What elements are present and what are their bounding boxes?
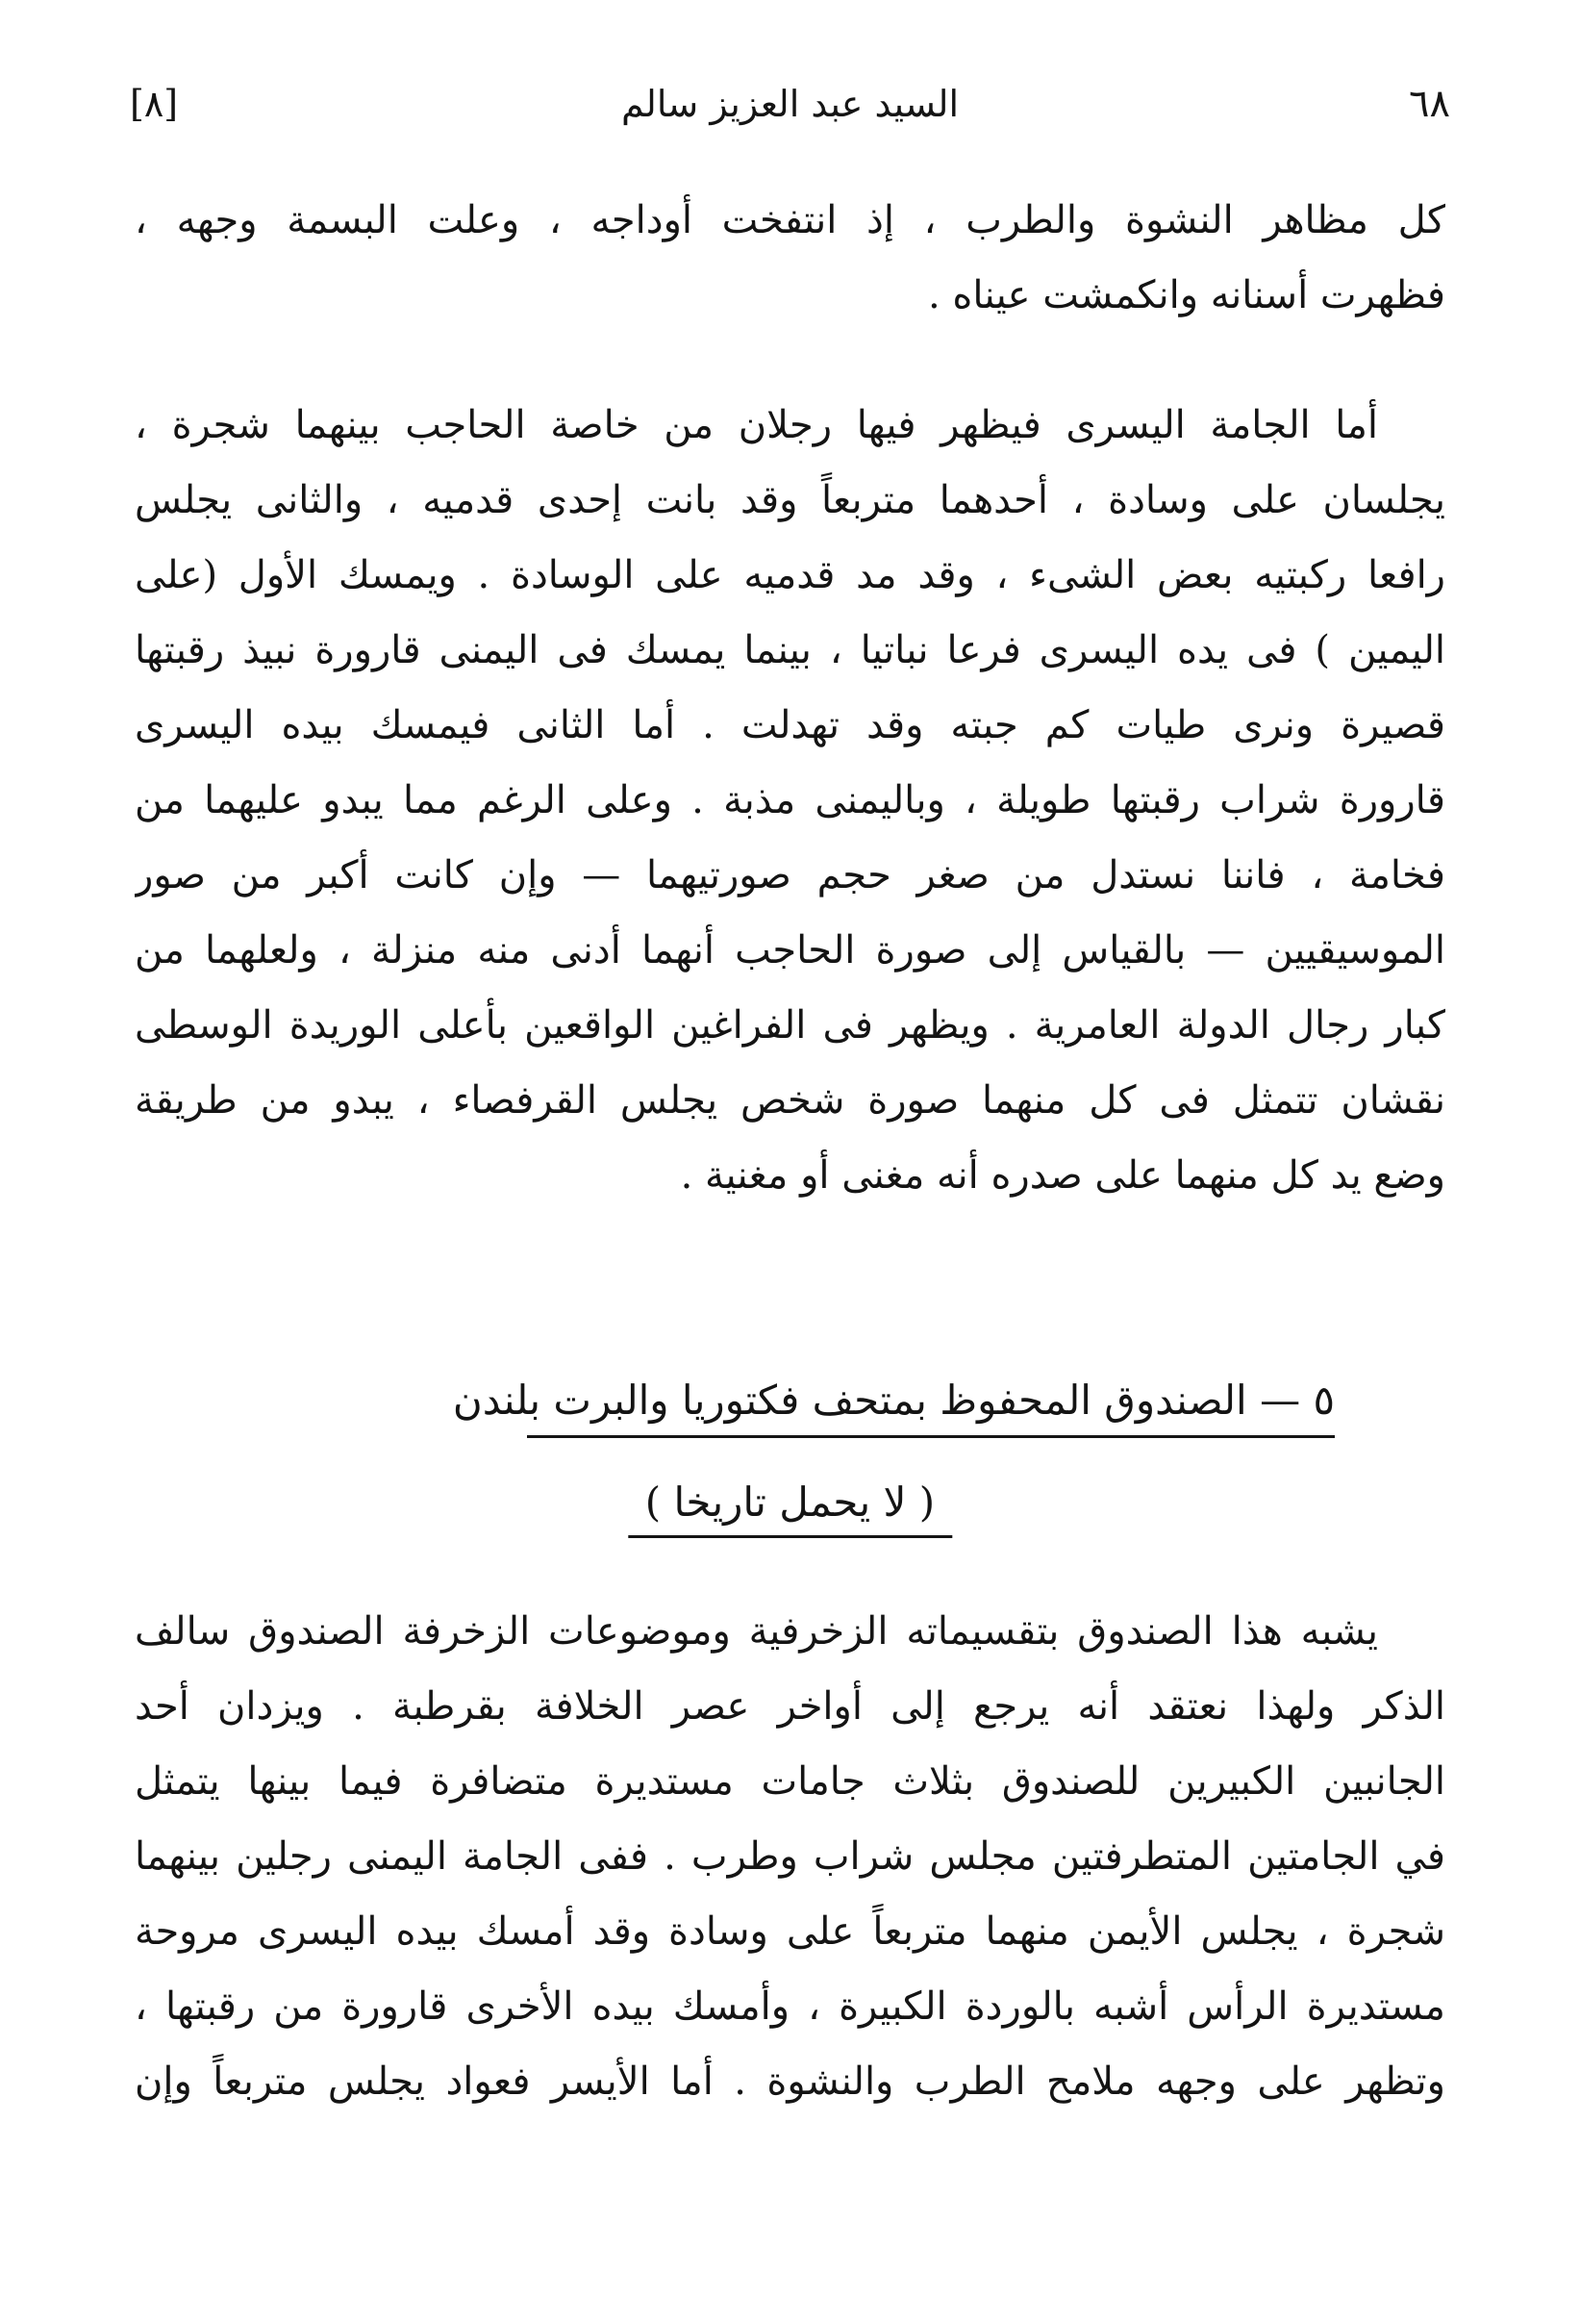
text-line: الموسيقيين — بالقياس إلى صورة الحاجب أنهما أدنى منه منزلة ، ولعلهما من — [135, 928, 1445, 973]
text-line: نقشان تتمثل فى كل منهما صورة شخص يجلس القرفصاء ، يبدو من طريقة — [135, 1078, 1445, 1123]
text-line: وضع يد كل منهما على صدره أنه مغنى أو مغنية . — [680, 1153, 1445, 1198]
page-header — [130, 75, 1450, 133]
text-line: فظهرت أسنانه وانكمشت عيناه . — [927, 273, 1445, 317]
text-line: قصيرة ونرى طيات كم جبته وقد تهدلت . أما الثانى فيمسك بيده اليسرى — [135, 703, 1445, 747]
text-line: قارورة شراب رقبتها طويلة ، وباليمنى مذبة . وعلى الرغم مما يبدو عليهما من — [135, 778, 1445, 822]
text-line: مستديرة الرأس أشبه بالوردة الكبيرة ، وأمسك بيده الأخرى قارورة من رقبتها ، — [135, 1984, 1445, 2029]
text-line: في الجامتين المتطرفتين مجلس شراب وطرب . ففى الجامة اليمنى رجلين بينهما — [135, 1834, 1445, 1879]
text-line: كل مظاهر النشوة والطرب ، إذ انتفخت أوداجه ، وعلت البسمة وجهه ، — [135, 198, 1445, 242]
text-line: فخامة ، فاننا نستدل من صغر حجم صورتيهما — وإن كانت أكبر من صور — [135, 853, 1445, 897]
text-line: الذكر ولهذا نعتقد أنه يرجع إلى أواخر عصر الخلافة بقرطبة . ويزدان أحد — [135, 1684, 1445, 1729]
text-line: اليمين ) فى يده اليسرى فرعا نباتيا ، بينما يمسك فى اليمنى قارورة نبيذ رقبتها — [135, 628, 1445, 672]
paragraph-3 — [135, 1594, 1445, 2119]
paragraph-2 — [135, 388, 1445, 1213]
text-line: يجلسان على وسادة ، أحدهما متربعاً وقد بانت إحدى قدميه ، والثانى يجلس — [135, 478, 1445, 522]
text-line: يشبه هذا الصندوق بتقسيماته الزخرفية وموضوعات الزخرفة الصندوق سالف — [135, 1609, 1378, 1654]
paragraph-1 — [135, 183, 1445, 333]
page-number: ٦٨ — [1409, 82, 1450, 126]
text-line: كبار رجال الدولة العامرية . ويظهر فى الفراغين الواقعين بأعلى الوريدة الوسطى — [135, 1003, 1445, 1048]
text-line: أما الجامة اليسرى فيظهر فيها رجلان من خاصة الحاجب بينهما شجرة ، — [135, 403, 1378, 447]
text-line: الجانبين الكبيرين للصندوق بثلاث جامات مستديرة متضافرة فيما بينها يتمثل — [135, 1759, 1445, 1804]
text-line: رافعا ركبتيه بعض الشىء ، وقد مد قدميه على الوسادة . ويمسك الأول (على — [135, 553, 1445, 597]
section-heading: ٥ — الصندوق المحفوظ بمتحف فكتوريا والبرت بلندن — [527, 1366, 1335, 1438]
text-line: شجرة ، يجلس الأيمن منهما متربعاً على وسادة وقد أمسك بيده اليسرى مروحة — [135, 1909, 1445, 1954]
section-subheading: ( لا يحمل تاريخا ) — [628, 1470, 952, 1538]
section-reference: [٨] — [130, 83, 179, 125]
text-line: وتظهر على وجهه ملامح الطرب والنشوة . أما الأيسر فعواد يجلس متربعاً وإن — [135, 2059, 1445, 2104]
running-title: السيد عبد العزيز سالم — [620, 83, 960, 125]
